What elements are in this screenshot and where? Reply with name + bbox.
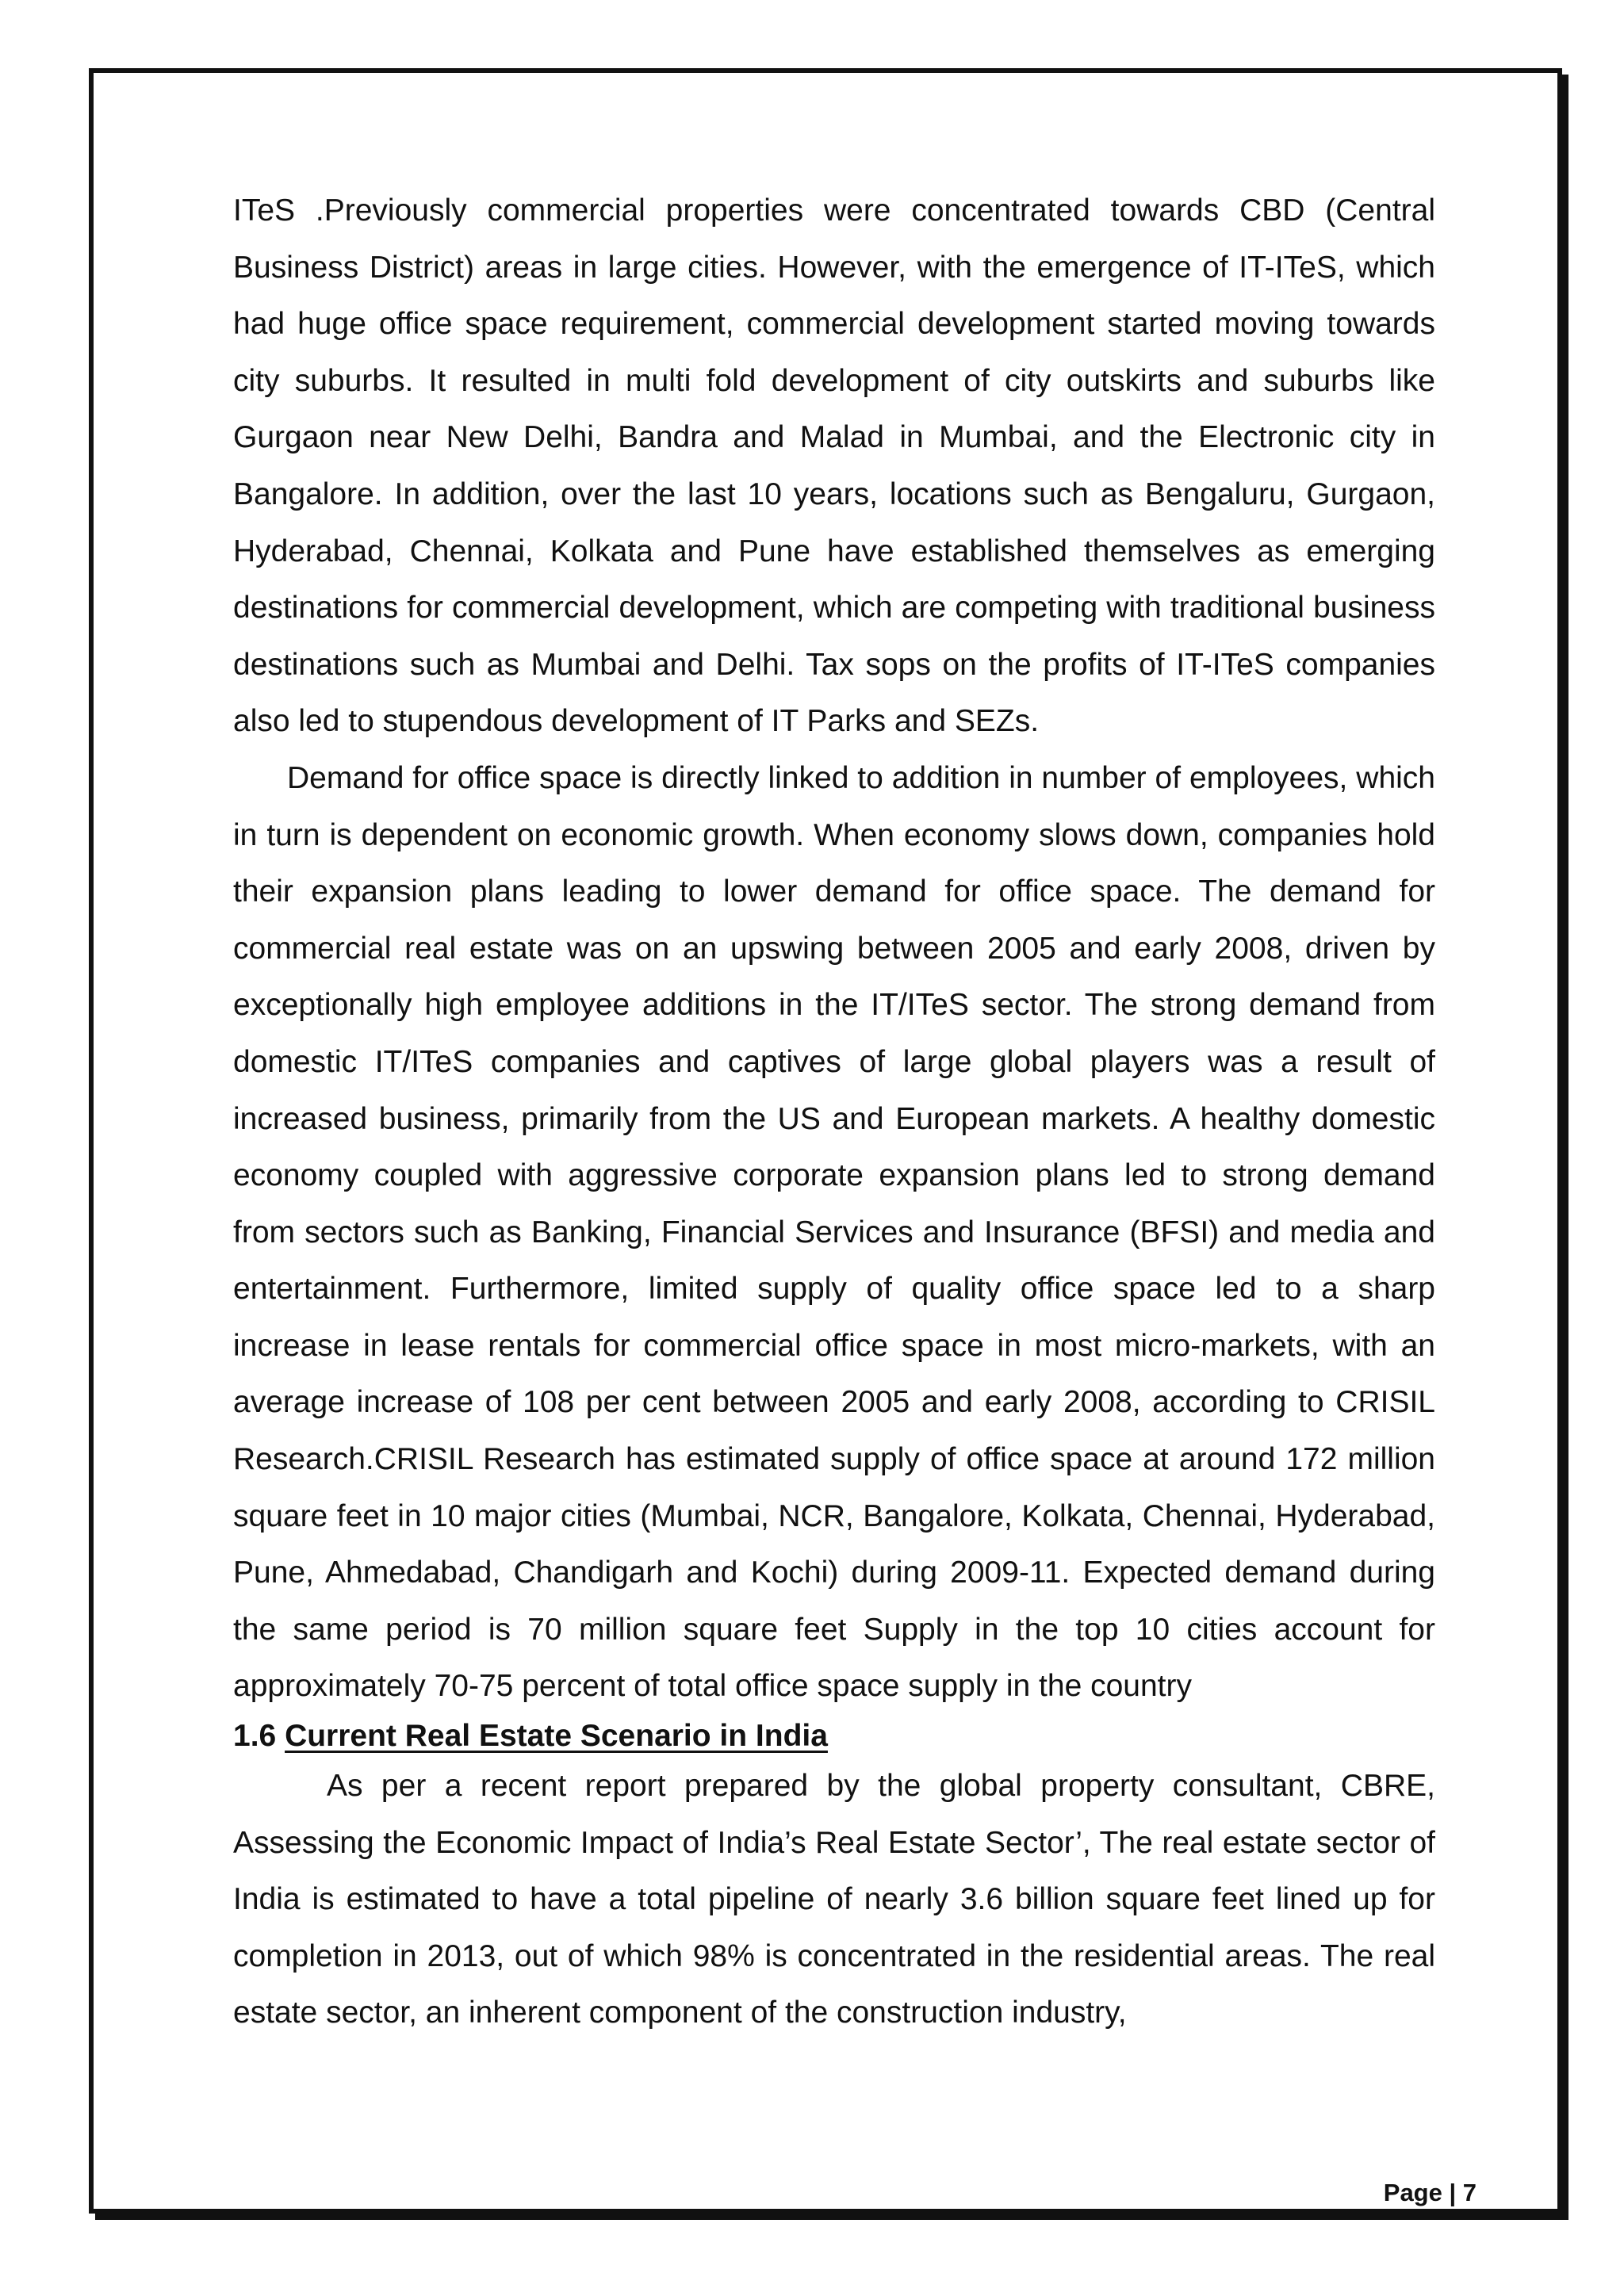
- section-title: Current Real Estate Scenario in India: [285, 1719, 828, 1754]
- section-number: 1.6: [233, 1719, 277, 1754]
- paragraph-current-scenario: As per a recent report prepared by the global property consultant, CBRE, Assessing the Economic Impact of India’s Real Estate Sector’, The real estate sector of India is estimated to have a total pipeline of nearly 3.6 billion square feet lined up for completion in 2013, out of which 98% is concentrated in the residential areas. The real estate sector, an inherent component of the construction industry,: [233, 1769, 1435, 2030]
- document-body: [233, 182, 1435, 2042]
- section-heading: [233, 1715, 1435, 1758]
- page-number: Page | 7: [1383, 2179, 1477, 2206]
- paragraph-ites: ITeS .Previously commercial properties were concentrated towards CBD (Central Business District) areas in large cities. However, with the emergence of IT-ITeS, which had huge office space requirement, commercial development started moving towards city suburbs. It resulted in multi fold development of city outskirts and suburbs like Gurgaon near New Delhi, Bandra and Malad in Mumbai, and the Electronic city in Bangalore. In addition, over the last 10 years, locations such as Bengaluru, Gurgaon, Hyderabad, Chennai, Kolkata and Pune have established themselves as emerging destinations for commercial development, which are competing with traditional business destinations such as Mumbai and Delhi. Tax sops on the profits of IT-ITeS companies also led to stupendous development of IT Parks and SEZs.: [233, 193, 1435, 739]
- paragraph-office-demand: Demand for office space is directly linked to addition in number of employees, which in turn is dependent on economic growth. When economy slows down, companies hold their expansion plans leading to lower demand for office space. The demand for commercial real estate was on an upswing between 2005 and early 2008, driven by exceptionally high employee additions in the IT/ITeS sector. The strong demand from domestic IT/ITeS companies and captives of large global players was a result of increased business, primarily from the US and European markets. A healthy domestic economy coupled with aggressive corporate expansion plans led to strong demand from sectors such as Banking, Financial Services and Insurance (BFSI) and media and entertainment. Furthermore, limited supply of quality office space led to a sharp increase in lease rentals for commercial office space in most micro-markets, with an average increase of 108 per cent between 2005 and early 2008, according to CRISIL Research.CRISIL Research has estimated supply of office space at around 172 million square feet in 10 major cities (Mumbai, NCR, Bangalore, Kolkata, Chennai, Hyderabad, Pune, Ahmedabad, Chandigarh and Kochi) during 2009-11. Expected demand during the same period is 70 million square feet Supply in the top 10 cities account for approximately 70-75 percent of total office space supply in the country: [233, 760, 1435, 1704]
